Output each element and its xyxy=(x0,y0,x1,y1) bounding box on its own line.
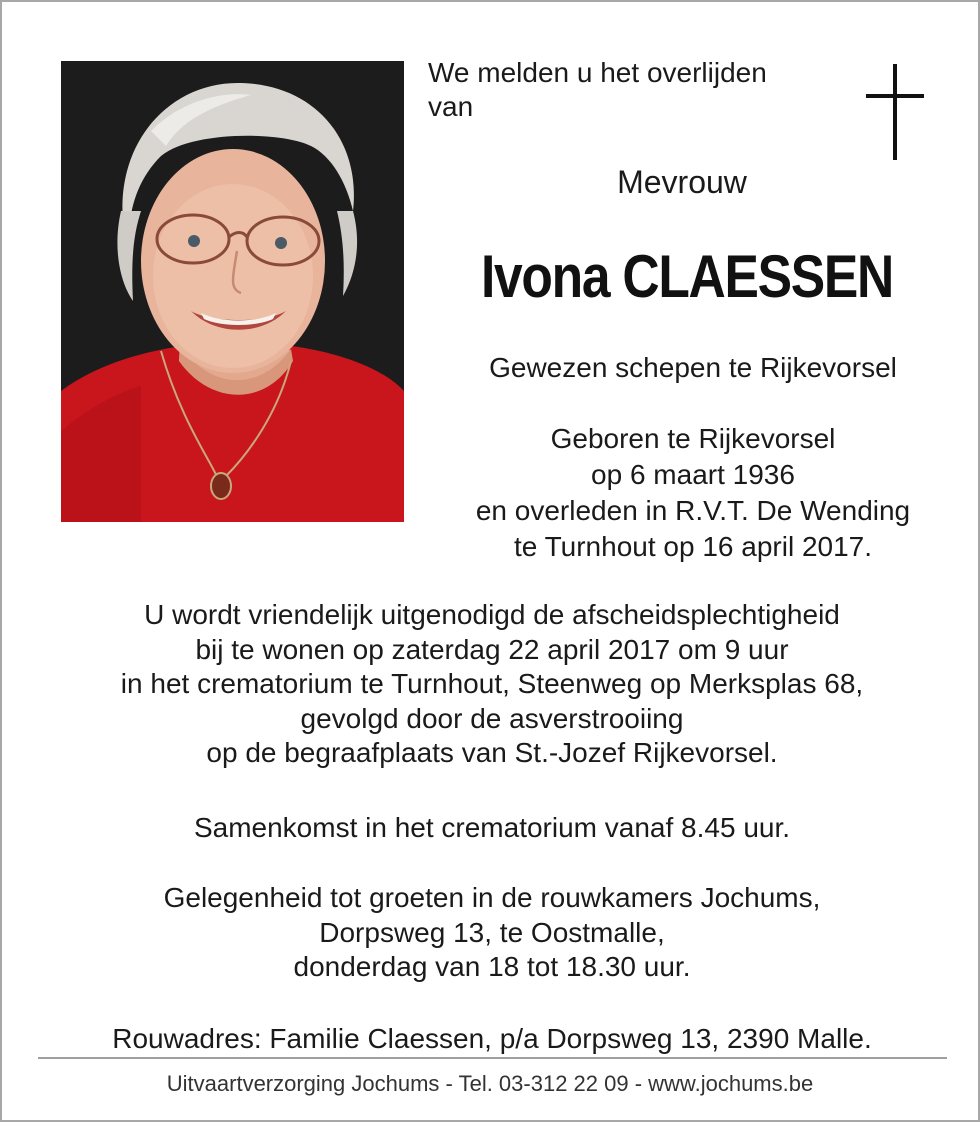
ceremony-line: gevolgd door de asverstrooiing xyxy=(300,702,684,734)
visitation-line: Dorpsweg 13, te Oostmalle, xyxy=(319,916,665,948)
birth-death-line: op 6 maart 1936 xyxy=(591,459,795,490)
ceremony-line: bij te wonen op zaterdag 22 april 2017 om 9 uur xyxy=(195,633,789,665)
intro-line: van xyxy=(428,91,474,122)
birth-death-details xyxy=(422,421,964,565)
deceased-name: Ivona CLAESSEN xyxy=(480,243,894,310)
footer-divider xyxy=(38,1057,947,1059)
birth-death-line: te Turnhout op 16 april 2017. xyxy=(513,531,873,562)
gathering-time: Samenkomst in het crematorium vanaf 8.45 uur. xyxy=(193,812,791,843)
ceremony-line: U wordt vriendelijk uitgenodigd de afscheidsplechtigheid xyxy=(144,599,840,630)
portrait-illustration xyxy=(61,61,404,522)
ceremony-line: in het crematorium te Turnhout, Steenweg op Merksplas 68, xyxy=(120,668,864,699)
funeral-home-footer: Uitvaartverzorging Jochums - Tel. 03-312 22 09 - www.jochums.be xyxy=(166,1071,814,1096)
intro-line: We melden u het overlijden xyxy=(428,57,767,88)
former-role: Gewezen schepen te Rijkevorsel xyxy=(489,352,897,383)
birth-death-line: Geboren te Rijkevorsel xyxy=(550,423,836,454)
portrait-photo xyxy=(61,61,404,522)
ceremony-invitation xyxy=(22,598,962,771)
visitation-line: Gelegenheid tot groeten in de rouwkamers Jochums, xyxy=(163,882,821,913)
latin-cross-icon xyxy=(866,64,924,160)
visitation-line: donderdag van 18 tot 18.30 uur. xyxy=(293,951,691,982)
mourning-address: Rouwadres: Familie Claessen, p/a Dorpsweg 13, 2390 Malle. xyxy=(112,1023,872,1054)
ceremony-line: op de begraafplaats van St.-Jozef Rijkevorsel. xyxy=(206,737,778,768)
intro-text xyxy=(428,56,848,124)
birth-death-line: en overleden in R.V.T. De Wending xyxy=(475,495,911,526)
honorific-title: Mevrouw xyxy=(617,164,747,200)
visitation-details xyxy=(22,881,962,985)
